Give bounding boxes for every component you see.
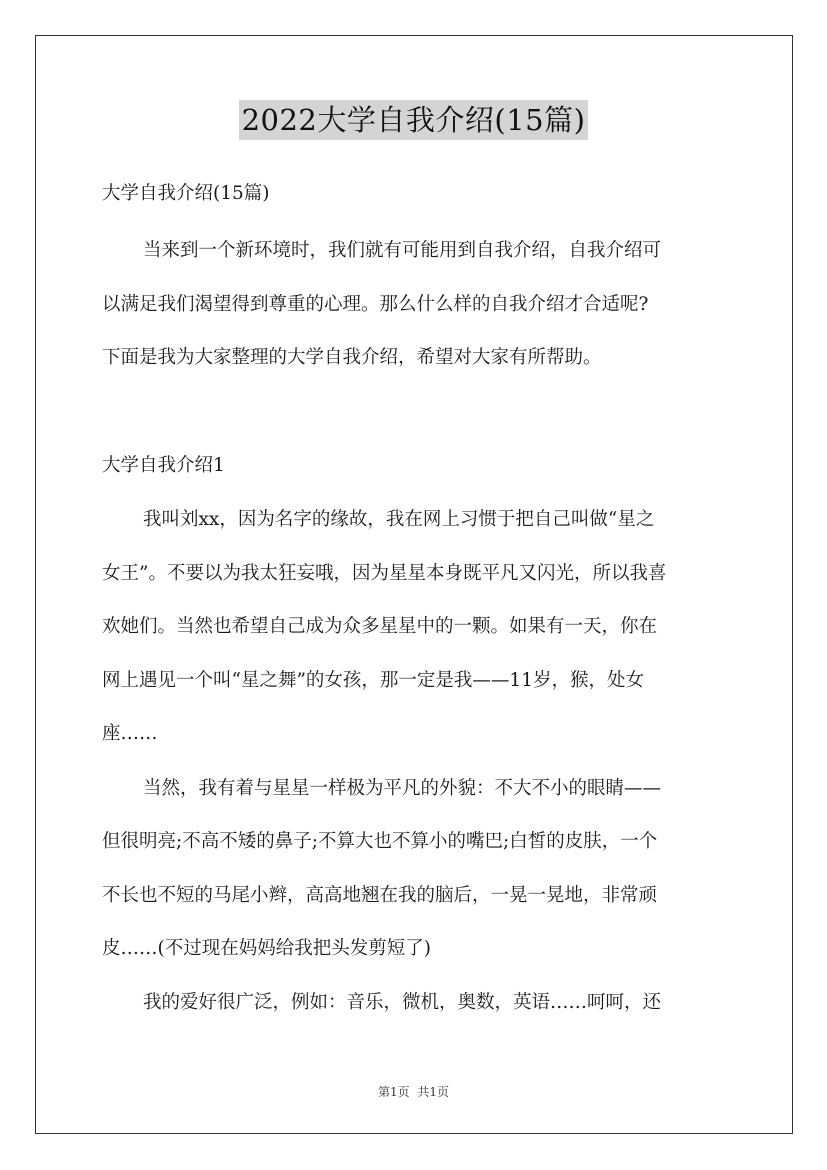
paragraph-line: 以满足我们渴望得到尊重的心理。那么什么样的自我介绍才合适呢? xyxy=(102,294,649,315)
paragraph-line: 但很明亮;不高不矮的鼻子;不算大也不算小的嘴巴;白皙的皮肤，一个 xyxy=(102,831,658,852)
paragraph-line: 座…… xyxy=(102,723,158,744)
paragraph-line: 网上遇见一个叫“星之舞”的女孩，那一定是我——11岁，猴，处女 xyxy=(102,670,644,691)
title-container xyxy=(0,100,827,140)
total-pages: 共1页 xyxy=(417,1085,450,1099)
subtitle-line: 大学自我介绍(15篇) xyxy=(102,183,270,204)
section-heading: 大学自我介绍1 xyxy=(102,455,225,476)
paragraph-line: 欢她们。当然也希望自己成为众多星星中的一颗。如果有一天，你在 xyxy=(102,616,658,637)
document-title: 2022大学自我介绍(15篇) xyxy=(239,100,589,140)
paragraph-line: 我的爱好很广泛，例如：音乐，微机，奥数，英语……呵呵，还 xyxy=(143,992,662,1013)
page-number: 第1页 xyxy=(377,1085,410,1099)
paragraph-line: 女王”。不要以为我太狂妄哦，因为星星本身既平凡又闪光，所以我喜 xyxy=(102,563,667,584)
paragraph-line: 皮……(不过现在妈妈给我把头发剪短了) xyxy=(102,938,431,959)
paragraph-line: 不长也不短的马尾小辫，高高地翘在我的脑后，一晃一晃地，非常顽 xyxy=(102,885,658,906)
paragraph-line: 当来到一个新环境时，我们就有可能用到自我介绍，自我介绍可 xyxy=(143,240,662,261)
page-footer xyxy=(0,1083,827,1100)
paragraph-line: 我叫刘xx，因为名字的缘故，我在网上习惯于把自己叫做“星之 xyxy=(143,509,655,530)
paragraph-line: 当然，我有着与星星一样极为平凡的外貌：不大不小的眼睛—— xyxy=(143,778,662,799)
paragraph-line: 下面是我为大家整理的大学自我介绍，希望对大家有所帮助。 xyxy=(102,347,602,368)
